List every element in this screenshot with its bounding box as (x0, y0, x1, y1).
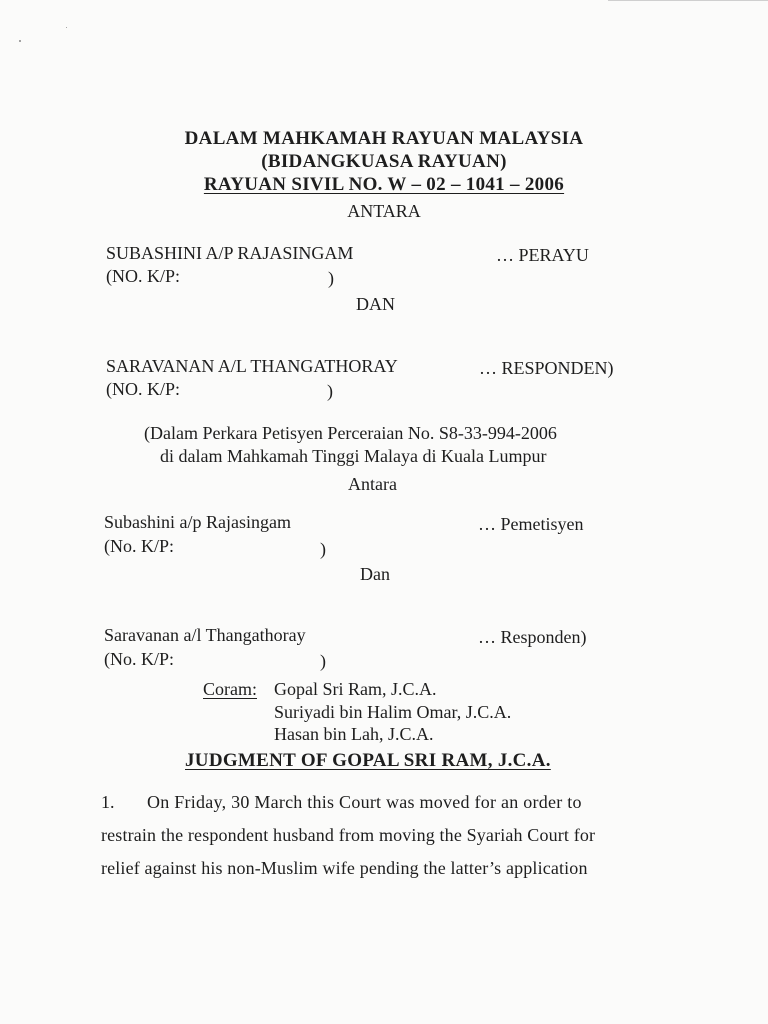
court-name: DALAM MAHKAMAH RAYUAN MALAYSIA (184, 128, 584, 149)
appellant-role: … PERAYU (496, 245, 589, 265)
petition-respondent-role: … Responden) (478, 627, 587, 647)
petitioner-name: Subashini a/p Rajasingam (104, 512, 291, 532)
paragraph-line-3: relief against his non-Muslim wife pending the latter’s application (101, 858, 588, 878)
appeal-number: RAYUAN SIVIL NO. W – 02 – 1041 – 2006 (203, 174, 565, 195)
petitioner-ic-close: ) (320, 539, 326, 559)
coram-label: Coram: (203, 679, 257, 699)
petition-respondent-ic-label: (No. K/P: (104, 649, 175, 669)
matter-between-label: Antara (348, 474, 397, 494)
scan-speck (19, 40, 21, 42)
scan-edge-line (608, 0, 768, 1)
judgment-title: JUDGMENT OF GOPAL SRI RAM, J.C.A. (185, 750, 551, 771)
paragraph-line-2: restrain the respondent husband from moving the Syariah Court for (101, 825, 596, 845)
petition-respondent-name: Saravanan a/l Thangathoray (104, 625, 306, 645)
matter-line-1: (Dalam Perkara Petisyen Perceraian No. S8-33-994-2006 (144, 423, 557, 443)
coram-judge: Gopal Sri Ram, J.C.A. (274, 679, 437, 699)
appellant-ic-label: (NO. K/P: (106, 266, 181, 286)
matter-line-2: di dalam Mahkamah Tinggi Malaya di Kuala Lumpur (160, 446, 547, 466)
petitioner-ic-label: (No. K/P: (104, 536, 175, 556)
between-label: ANTARA (347, 201, 421, 221)
respondent-ic-close: ) (327, 381, 333, 401)
appellant-name: SUBASHINI A/P RAJASINGAM (106, 243, 354, 263)
paragraph-line-1: On Friday, 30 March this Court was moved for an order to (147, 792, 582, 812)
jurisdiction: (BIDANGKUASA RAYUAN) (261, 151, 507, 172)
scan-speck (66, 27, 67, 28)
appeal-number-row (0, 174, 768, 196)
and-label: DAN (356, 294, 395, 314)
respondent-role: … RESPONDEN) (479, 358, 614, 378)
coram-judge: Hasan bin Lah, J.C.A. (274, 724, 434, 744)
paragraph-number: 1. (101, 792, 115, 812)
petition-respondent-ic-close: ) (320, 651, 326, 671)
petition-and-label: Dan (360, 564, 390, 584)
coram-judge: Suriyadi bin Halim Omar, J.C.A. (274, 702, 512, 722)
petitioner-role: … Pemetisyen (478, 514, 584, 534)
respondent-name: SARAVANAN A/L THANGATHORAY (106, 356, 398, 376)
appellant-ic-close: ) (328, 268, 334, 288)
respondent-ic-label: (NO. K/P: (106, 379, 181, 399)
